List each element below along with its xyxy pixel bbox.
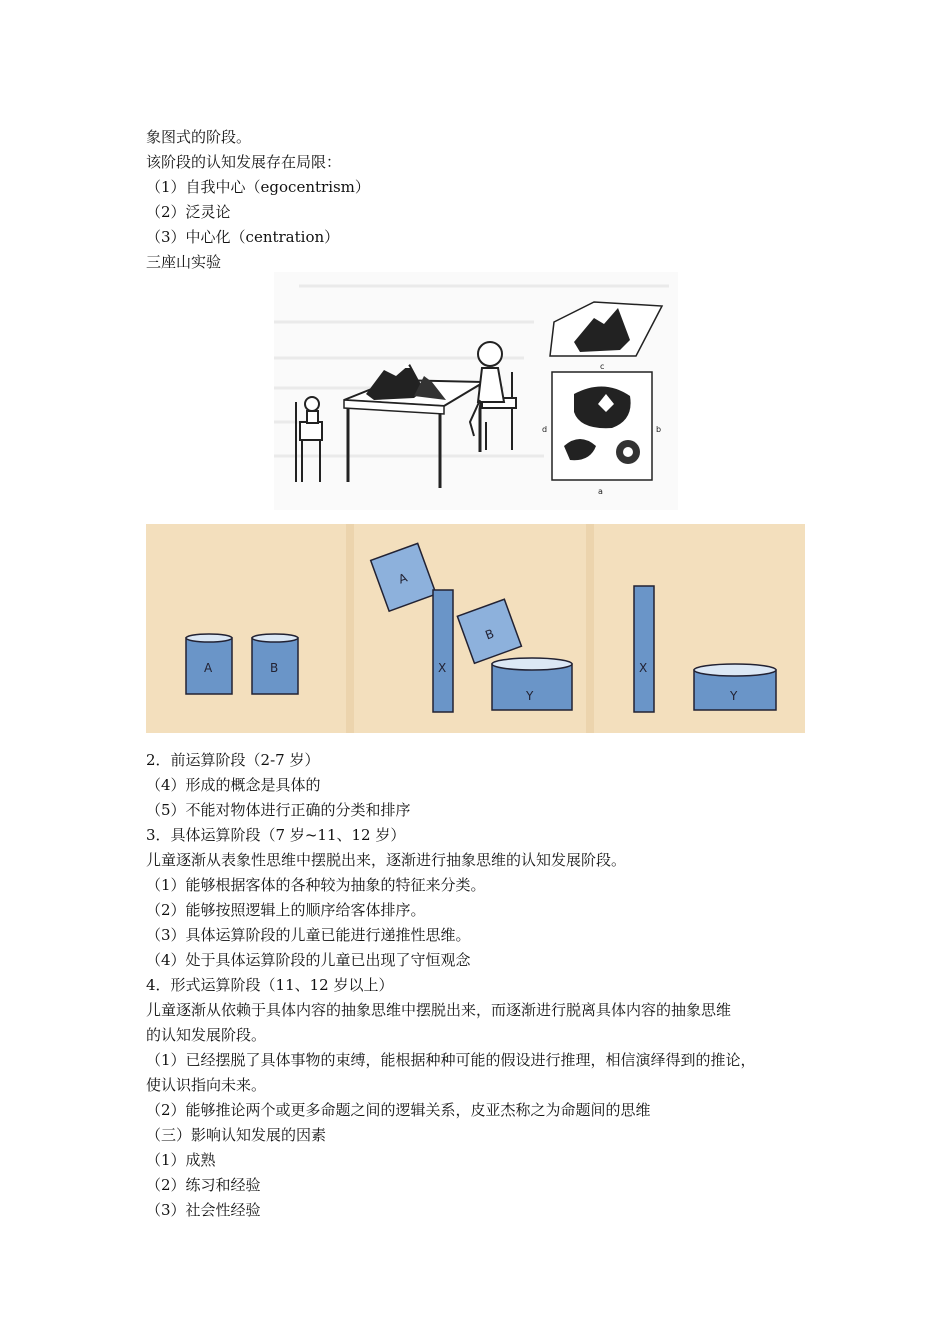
view-label-c: c bbox=[600, 362, 605, 371]
text-line: （1）能够根据客体的各种较为抽象的特征来分类。 bbox=[146, 876, 486, 894]
text-line: （3）社会性经验 bbox=[146, 1201, 261, 1219]
text-line: 三座山实验 bbox=[146, 253, 222, 271]
view-label-d: d bbox=[542, 425, 548, 434]
text-line: （4）形成的概念是具体的 bbox=[146, 776, 321, 794]
beaker-label: X bbox=[438, 661, 447, 675]
beaker-label: B bbox=[270, 661, 279, 675]
text-line: （1）成熟 bbox=[146, 1151, 216, 1169]
text-line: 该阶段的认知发展存在局限： bbox=[146, 153, 342, 171]
beaker-label: X bbox=[639, 661, 648, 675]
text-line: （3）中心化（centration） bbox=[146, 228, 340, 246]
text-line: 的认知发展阶段。 bbox=[146, 1026, 267, 1044]
text-line: 儿童逐渐从表象性思维中摆脱出来，逐渐进行抽象思维的认知发展阶段。 bbox=[146, 851, 627, 869]
text-line: （2）能够推论两个或更多命题之间的逻辑关系，皮亚杰称之为命题间的思维 bbox=[146, 1101, 651, 1119]
beaker-label: Y bbox=[730, 689, 738, 703]
text-line: 使认识指向未来。 bbox=[146, 1076, 267, 1094]
text-line: （2）泛灵论 bbox=[146, 203, 231, 221]
text-line: （2）能够按照逻辑上的顺序给客体排序。 bbox=[146, 901, 426, 919]
text-line: 儿童逐渐从依赖于具体内容的抽象思维中摆脱出来，而逐渐进行脱离具体内容的抽象思维 bbox=[146, 1001, 732, 1019]
view-label-b: b bbox=[656, 425, 662, 434]
text-line: （5）不能对物体进行正确的分类和排序 bbox=[146, 801, 411, 819]
three-mountain-illustration bbox=[274, 272, 678, 510]
conservation-beakers-illustration bbox=[146, 524, 805, 733]
text-line: 4．形式运算阶段（11、12 岁以上） bbox=[146, 976, 394, 994]
beaker-label: B bbox=[483, 626, 496, 643]
text-line: （1）已经摆脱了具体事物的束缚，能根据种种可能的假设进行推理，相信演绎得到的推论， bbox=[146, 1051, 756, 1069]
text-line: （4）处于具体运算阶段的儿童已出现了守恒观念 bbox=[146, 951, 471, 969]
text-line: （1）自我中心（egocentrism） bbox=[146, 178, 370, 196]
text-line: 象图式的阶段。 bbox=[146, 128, 252, 146]
beaker-label: A bbox=[396, 570, 410, 587]
text-line: （2）练习和经验 bbox=[146, 1176, 261, 1194]
text-line: （3）具体运算阶段的儿童已能进行递推性思维。 bbox=[146, 926, 471, 944]
text-line: 2．前运算阶段（2-7 岁） bbox=[146, 751, 320, 769]
beaker-label: A bbox=[204, 661, 213, 675]
beaker-label: Y bbox=[526, 689, 534, 703]
text-line: （三）影响认知发展的因素 bbox=[146, 1126, 327, 1144]
text-line: 3．具体运算阶段（7 岁~11、12 岁） bbox=[146, 826, 406, 844]
view-label-a: a bbox=[598, 487, 603, 496]
